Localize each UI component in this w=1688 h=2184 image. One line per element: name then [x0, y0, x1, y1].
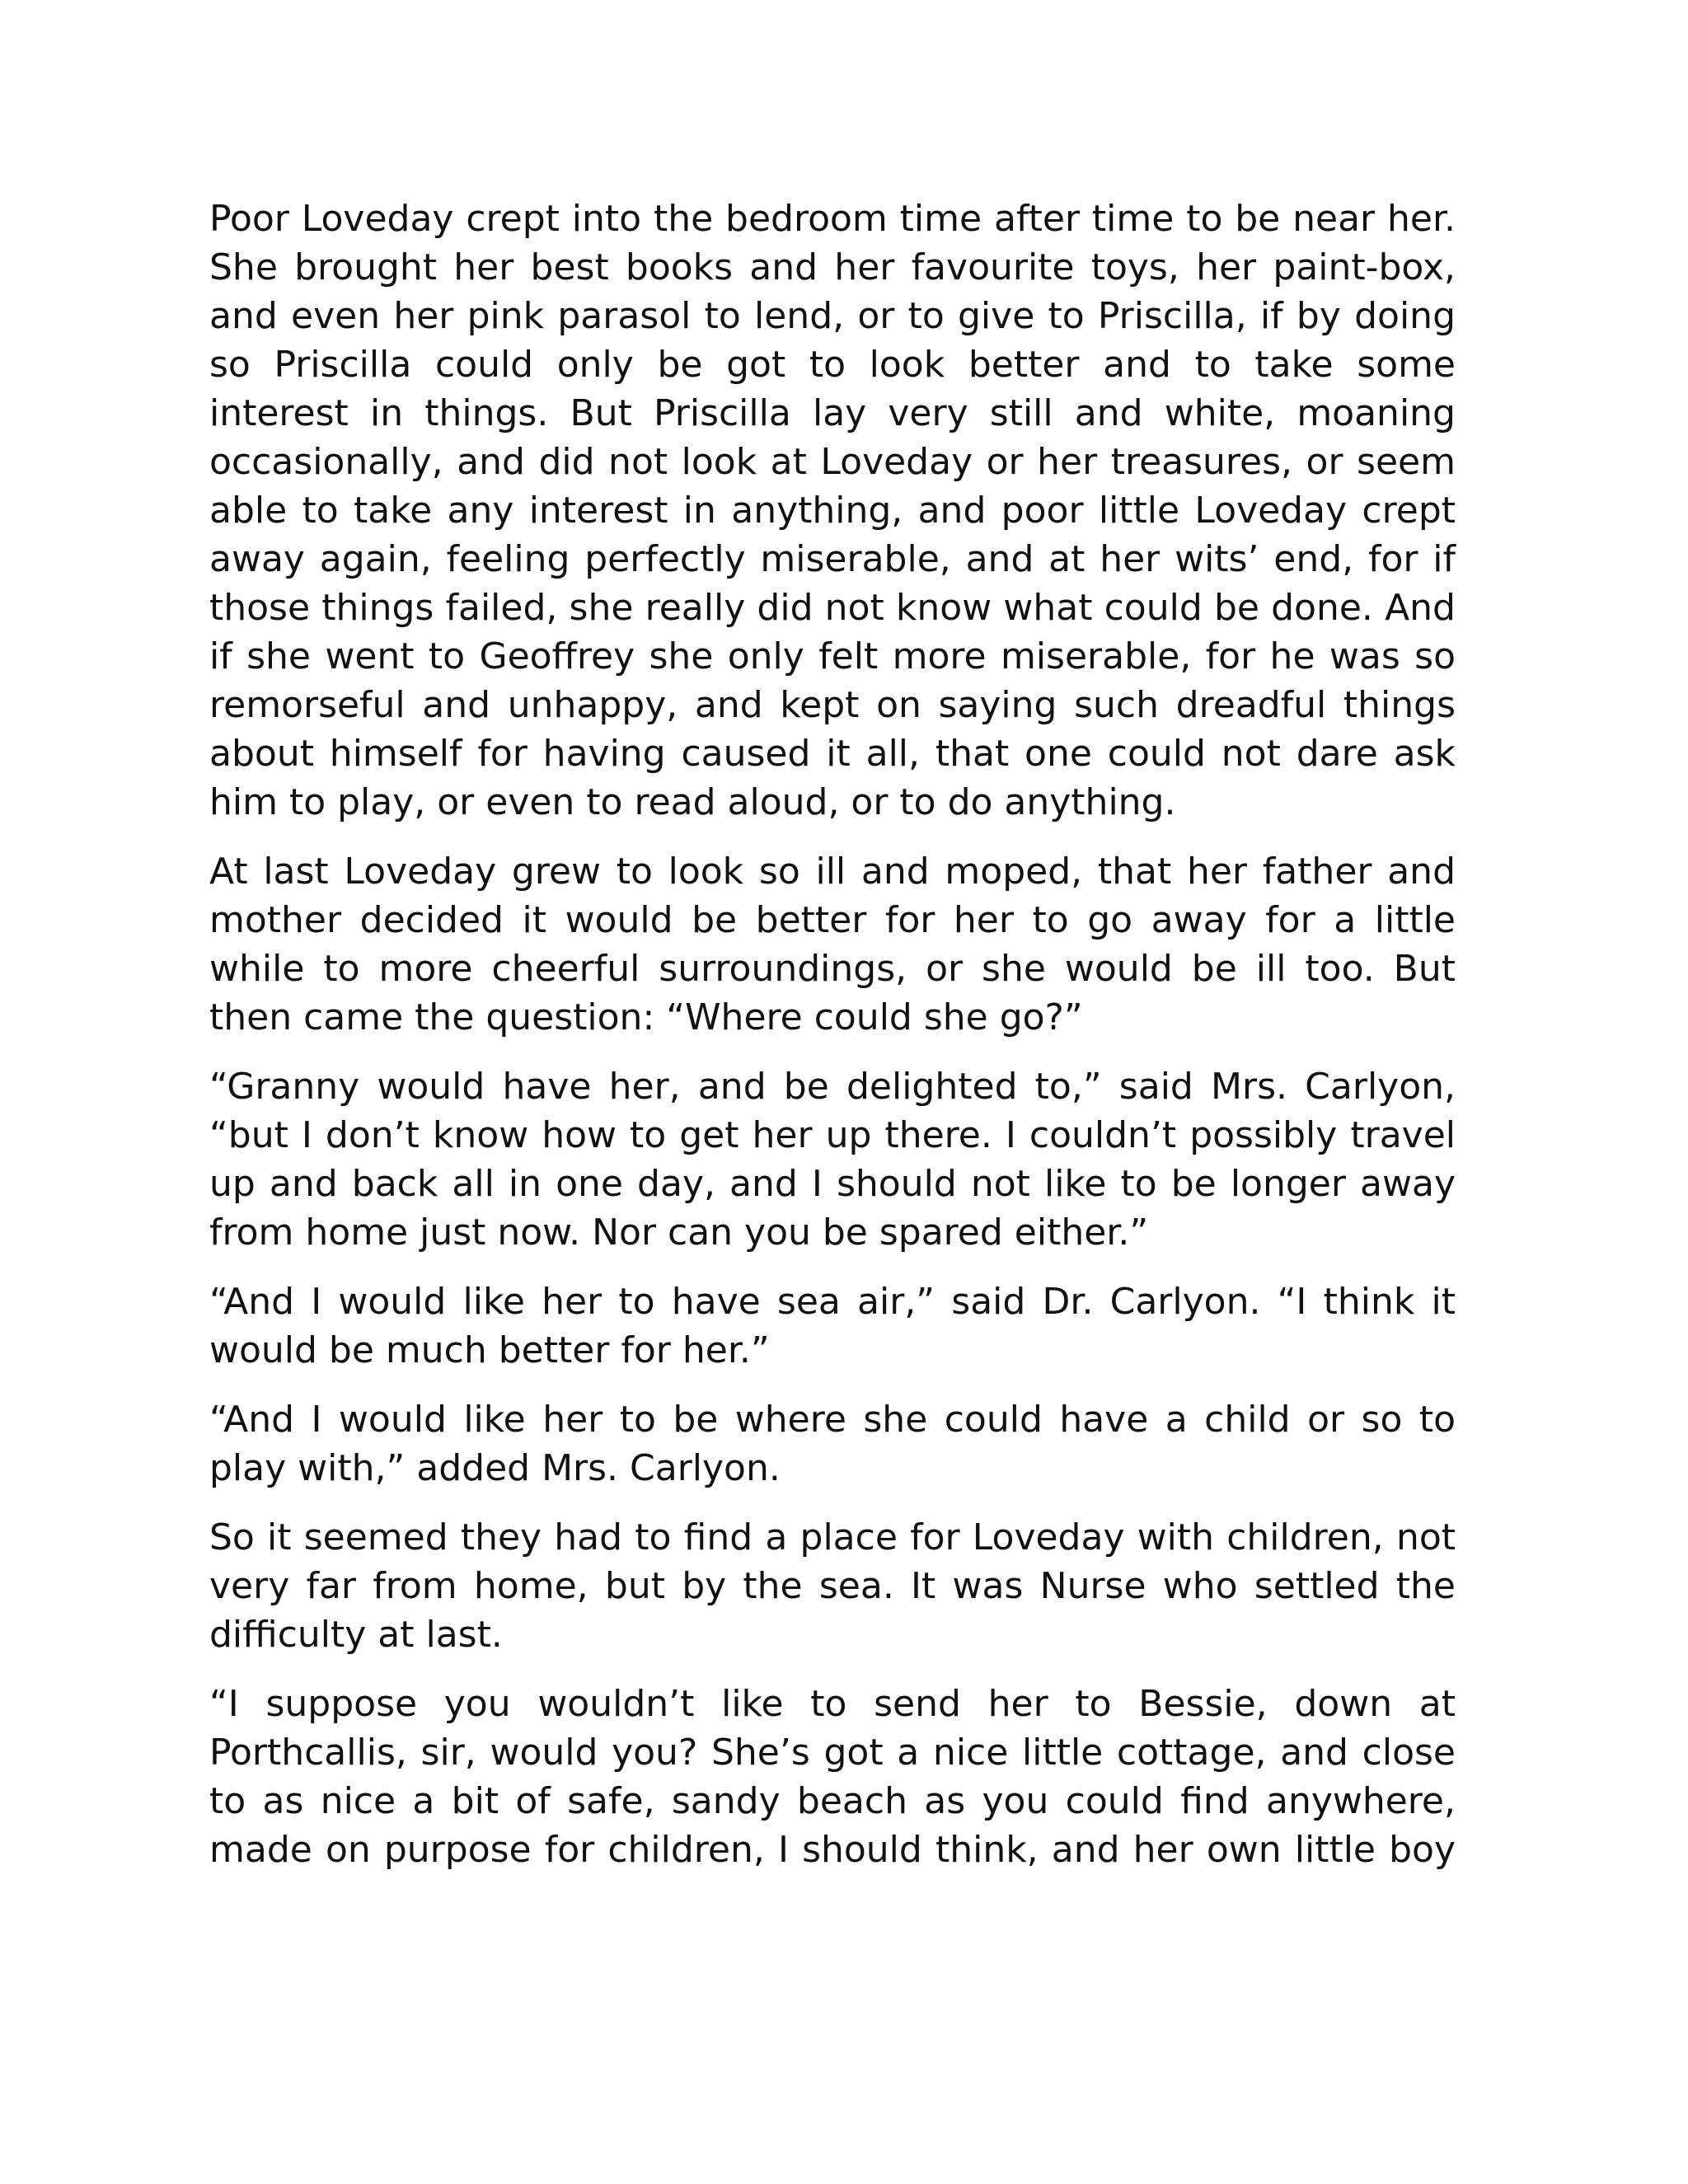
paragraph-2: At last Loveday grew to look so ill and moped, that her father and mother decided it would be better for her to go away for a little while to more cheerful surroundings, or she would be ill too. But then came the question: “Where could she go?”	[209, 851, 1456, 1038]
paragraph-5: “And I would like her to be where she could have a child or so to play with,” added Mrs. Carlyon.	[209, 1399, 1456, 1489]
paragraph-4: “And I would like her to have sea air,” said Dr. Carlyon. “I think it would be much better for her.”	[209, 1281, 1456, 1371]
paragraph-7: “I suppose you wouldn’t like to send her to Bessie, down at Porthcallis, sir, would you? She’s got a nice little cottage, and close to as nice a bit of safe, sandy beach as you could find anywhere, made on purpose for children, I should think, and her own little boy	[209, 1683, 1456, 1871]
paragraph-1: Poor Loveday crept into the bedroom time after time to be near her. She brought her best books and her favourite toys, her paint-box, and even her pink parasol to lend, or to give to Priscilla, if by doing so Priscilla could only be got to look better and to take some interest in things. But Priscilla lay very still and white, moaning occasionally, and did not look at Loveday or her treasures, or seem able to take any interest in anything, and poor little Loveday crept away again, feeling perfectly miserable, and at her wits’ end, for if those things failed, she really did not know what could be done. And if she went to Geoffrey she only felt more miserable, for he was so remorseful and unhappy, and kept on saying such dreadful things about himself for having caused it all, that one could not dare ask him to play, or even to read aloud, or to do anything.	[209, 198, 1456, 823]
paragraph-3: “Granny would have her, and be delighted to,” said Mrs. Carlyon, “but I don’t know how to get her up there. I couldn’t possibly travel up and back all in one day, and I should not like to be longer away from home just now. Nor can you be spared either.”	[209, 1066, 1456, 1254]
paragraph-6: So it seemed they had to find a place for Loveday with children, not very far from home, but by the sea. It was Nurse who settled the difficulty at last.	[209, 1516, 1456, 1656]
page-body	[209, 194, 1456, 1895]
